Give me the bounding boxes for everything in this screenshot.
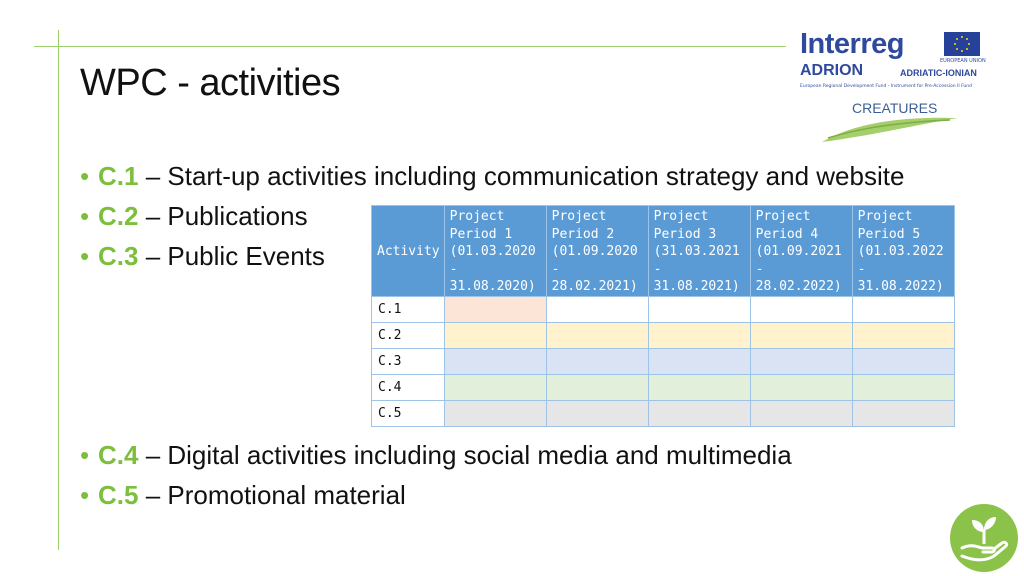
project-name: CREATURES [852,100,938,116]
table-cell [648,322,750,348]
activity-text: – Digital activities including social media and multimedia [138,440,792,470]
table-cell [546,374,648,400]
table-cell [444,348,546,374]
row-label: C.2 [372,322,445,348]
table-cell [546,400,648,426]
logo-brand: Interreg [800,28,904,60]
bullet-icon: • [80,161,90,191]
header-period-2: Project Period 2 (01.09.2020 - 28.02.2021) [546,206,648,297]
activity-code: C.3 [98,241,139,271]
row-label: C.1 [372,296,445,322]
bullet-icon: • [80,440,90,470]
table-cell [750,322,852,348]
table-cell [852,348,954,374]
table-row [372,400,955,426]
bullet-icon: • [80,201,90,231]
activity-schedule-table [371,205,955,427]
header-period-1: Project Period 1 (01.03.2020 - 31.08.2020) [444,206,546,297]
list-item [80,161,920,192]
table-cell [750,400,852,426]
activity-text: – Public Events [138,241,325,271]
table-cell [852,374,954,400]
header-period-3: Project Period 3 (31.03.2021 - 31.08.2021) [648,206,750,297]
list-item [80,440,940,471]
header-period-4: Project Period 4 (01.09.2021 - 28.02.2022) [750,206,852,297]
bullet-icon: • [80,241,90,271]
table-cell [750,374,852,400]
list-item [80,480,940,511]
logo-program: ADRION [800,62,864,79]
table-cell [852,322,954,348]
table-cell [852,400,954,426]
sprout-hand-icon [950,504,1018,572]
table-cell [444,322,546,348]
table-header-row [372,206,955,297]
leaf-icon [820,116,960,148]
activity-text: – Start-up activities including communication strategy and website [138,161,905,191]
bullet-icon: • [80,480,90,510]
table-row [372,322,955,348]
table-cell [648,348,750,374]
table-cell [750,296,852,322]
row-label: C.5 [372,400,445,426]
table-cell [444,400,546,426]
logo-region: ADRIATIC-IONIAN [900,68,977,78]
table-row [372,348,955,374]
activity-code: C.4 [98,440,139,470]
activity-code: C.2 [98,201,139,231]
table-cell [444,296,546,322]
activity-code: C.5 [98,480,139,510]
logo-fund-text: European Regional Development Fund - Instrument for Pre-Accession II Fund [800,84,972,89]
table-row [372,374,955,400]
activity-text: – Promotional material [138,480,406,510]
horizontal-accent-line [34,46,786,47]
table-cell [648,296,750,322]
table-cell [546,348,648,374]
header-activity: Activity [372,206,445,297]
table-cell [750,348,852,374]
activity-text: – Publications [138,201,308,231]
table-cell [546,296,648,322]
table-cell [852,296,954,322]
bullet-list-bottom [80,440,940,520]
row-label: C.3 [372,348,445,374]
table-row [372,296,955,322]
table-cell [648,400,750,426]
table-cell [546,322,648,348]
interreg-logo [796,28,988,146]
activity-code: C.1 [98,161,139,191]
eu-label: EUROPEAN UNION [940,58,986,64]
slide-title: WPC - activities [80,62,341,104]
eu-flag-icon [944,32,980,56]
header-period-5: Project Period 5 (01.03.2022 - 31.08.2022) [852,206,954,297]
row-label: C.4 [372,374,445,400]
vertical-accent-line [58,30,59,550]
table-cell [648,374,750,400]
table-cell [444,374,546,400]
